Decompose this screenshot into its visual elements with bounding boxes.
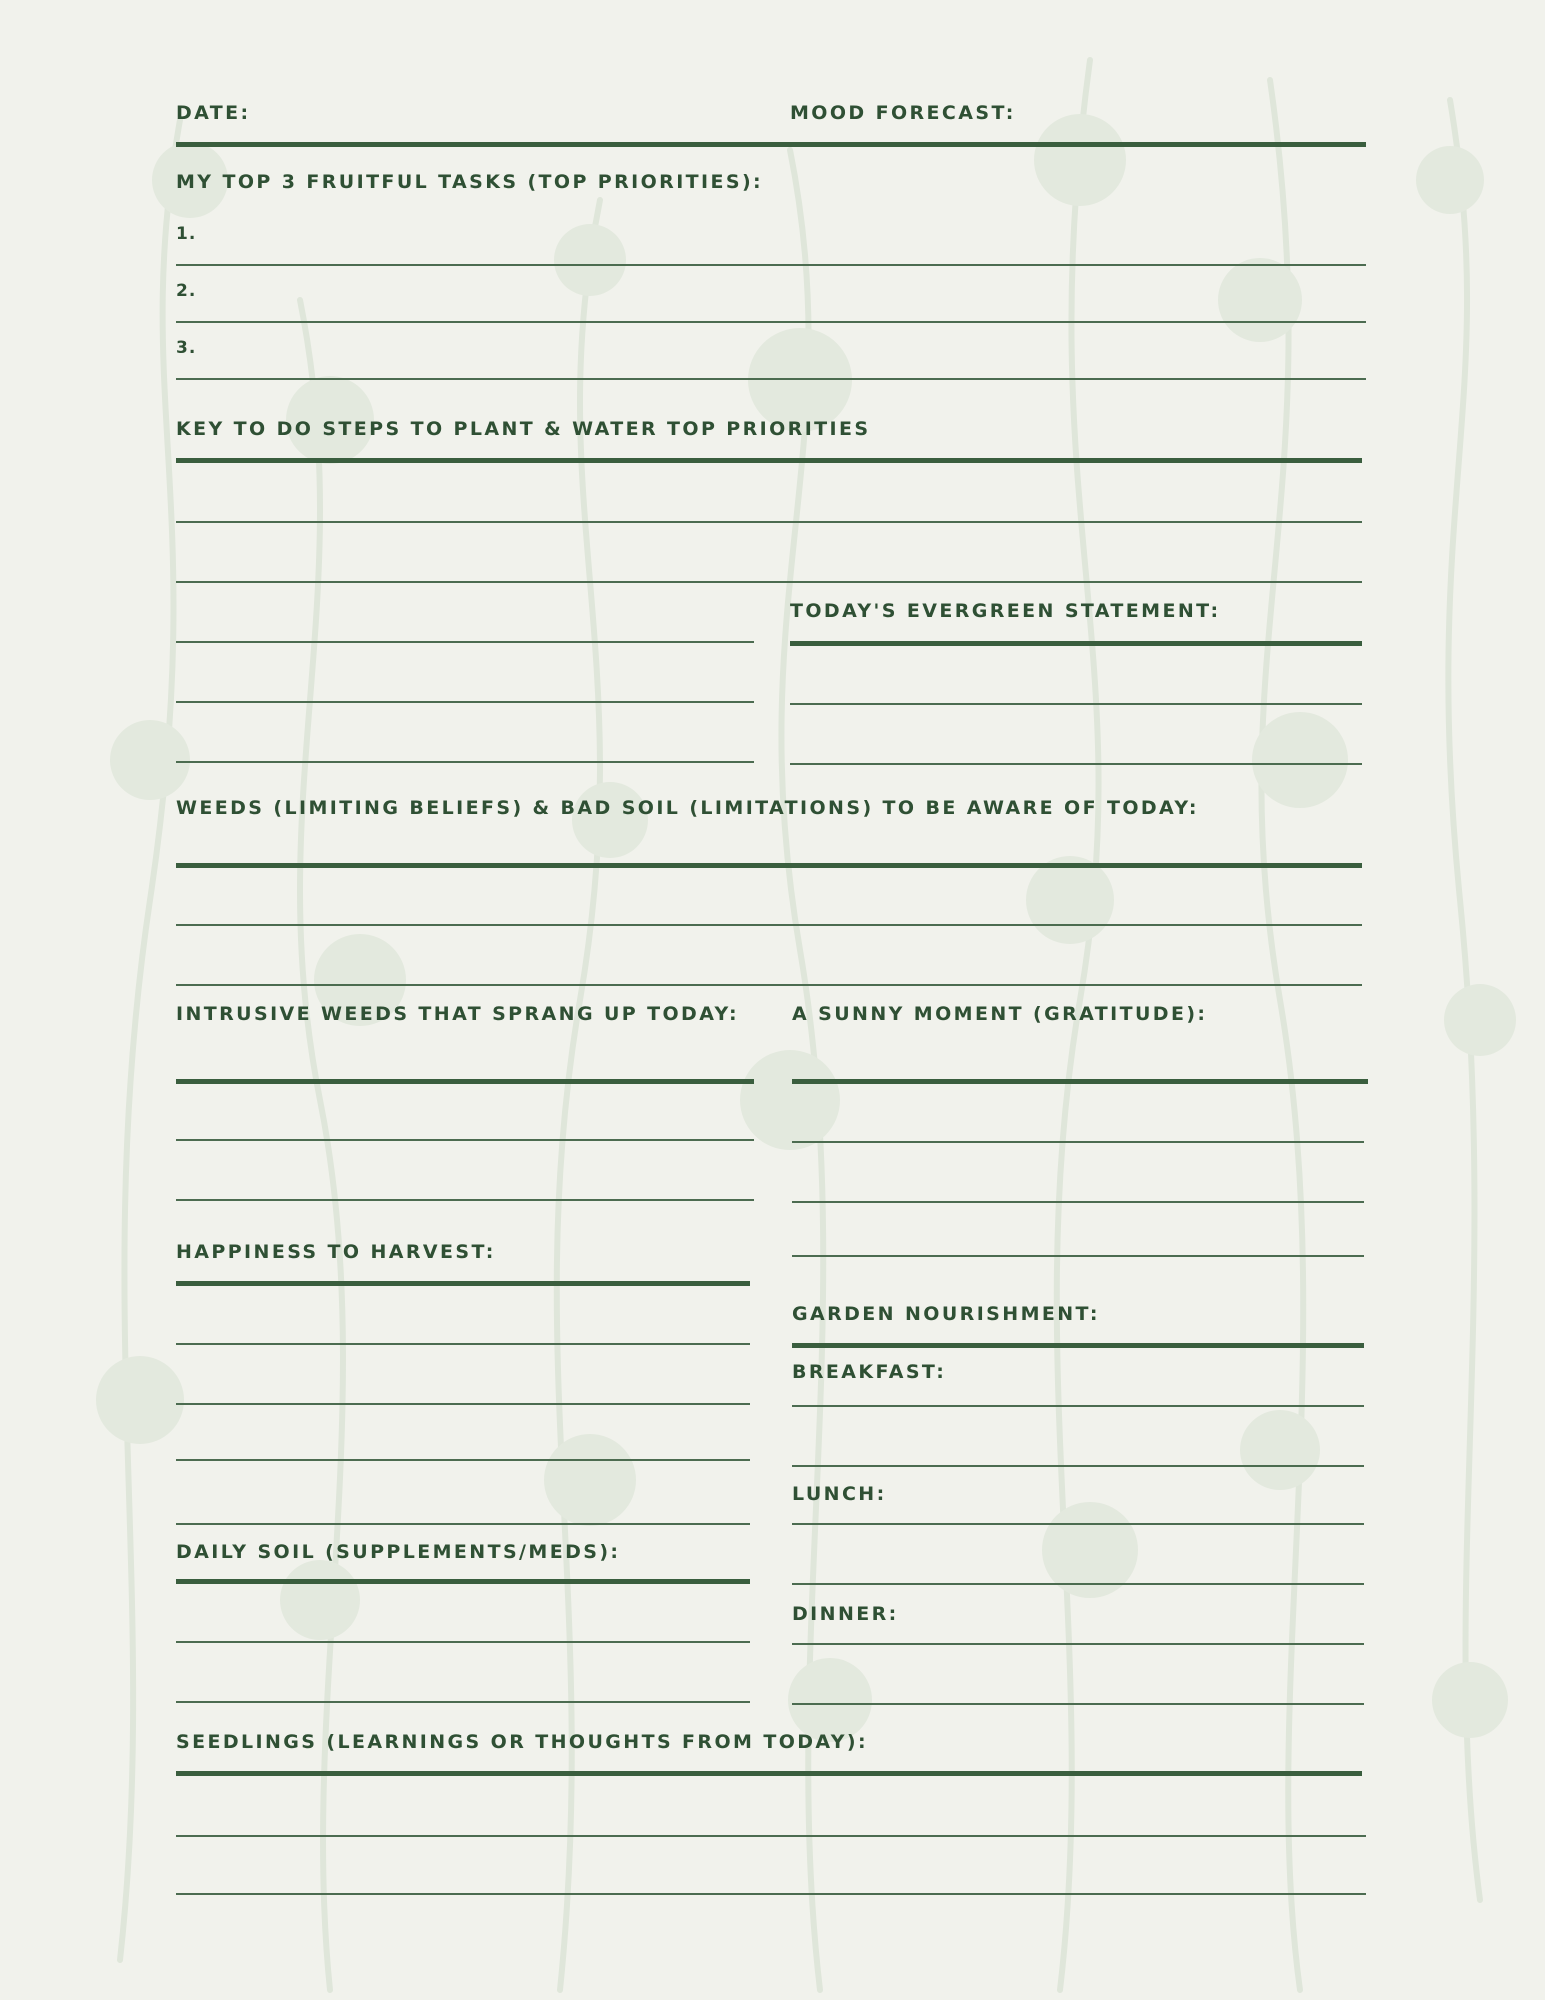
key-steps-line-1[interactable] (176, 521, 1362, 523)
date-label: DATE: (176, 102, 251, 124)
nourishment-rule (792, 1343, 1364, 1348)
sunny-line-3[interactable] (792, 1255, 1364, 1257)
task-line-1[interactable] (176, 264, 1366, 266)
seedlings-line-2[interactable] (176, 1893, 1366, 1895)
evergreen-title: TODAY'S EVERGREEN STATEMENT: (790, 600, 1221, 622)
tasks-title: MY TOP 3 FRUITFUL TASKS (TOP PRIORITIES): (176, 171, 764, 193)
weeds-line-1[interactable] (176, 924, 1362, 926)
sunny-line-1[interactable] (792, 1141, 1364, 1143)
sunny-line-2[interactable] (792, 1201, 1364, 1203)
task-number-2: 2. (176, 281, 197, 301)
seedlings-title: SEEDLINGS (LEARNINGS OR THOUGHTS FROM TODAY): (176, 1731, 868, 1753)
lunch-line-1[interactable] (792, 1523, 1364, 1525)
task-line-2[interactable] (176, 321, 1366, 323)
happiness-rule (176, 1281, 750, 1286)
weeds-line-2[interactable] (176, 984, 1362, 986)
mood-forecast-label: MOOD FORECAST: (790, 102, 1016, 124)
soil-line-1[interactable] (176, 1641, 750, 1643)
key-steps-line-4[interactable] (176, 701, 754, 703)
task-number-1: 1. (176, 224, 197, 244)
happiness-line-1[interactable] (176, 1343, 750, 1345)
key-steps-line-5[interactable] (176, 761, 754, 763)
evergreen-rule (790, 641, 1362, 646)
breakfast-line-2[interactable] (792, 1465, 1364, 1467)
soil-line-2[interactable] (176, 1701, 750, 1703)
seedlings-rule (176, 1771, 1362, 1776)
dinner-line-2[interactable] (792, 1703, 1364, 1705)
header-rule (176, 142, 1366, 147)
key-steps-line-3[interactable] (176, 641, 754, 643)
soil-title: DAILY SOIL (SUPPLEMENTS/MEDS): (176, 1541, 621, 1563)
lunch-line-2[interactable] (792, 1583, 1364, 1585)
nourishment-title: GARDEN NOURISHMENT: (792, 1303, 1100, 1325)
task-line-3[interactable] (176, 378, 1366, 380)
key-steps-title: KEY TO DO STEPS TO PLANT & WATER TOP PRIORITIES (176, 418, 871, 440)
lunch-label: LUNCH: (792, 1483, 887, 1505)
intrusive-rule (176, 1079, 754, 1084)
dinner-line-1[interactable] (792, 1643, 1364, 1645)
happiness-line-4[interactable] (176, 1523, 750, 1525)
seedlings-line-1[interactable] (176, 1835, 1366, 1837)
breakfast-label: BREAKFAST: (792, 1361, 947, 1383)
weeds-rule (176, 863, 1362, 868)
intrusive-title: INTRUSIVE WEEDS THAT SPRANG UP TODAY: (176, 1003, 739, 1025)
breakfast-line-1[interactable] (792, 1405, 1364, 1407)
sunny-rule (792, 1079, 1368, 1084)
evergreen-line-2[interactable] (790, 763, 1362, 765)
key-steps-rule (176, 458, 1362, 463)
happiness-title: HAPPINESS TO HARVEST: (176, 1241, 496, 1263)
dinner-label: DINNER: (792, 1603, 899, 1625)
happiness-line-2[interactable] (176, 1403, 750, 1405)
task-number-3: 3. (176, 338, 197, 358)
intrusive-line-1[interactable] (176, 1139, 754, 1141)
evergreen-line-1[interactable] (790, 703, 1362, 705)
soil-rule (176, 1579, 750, 1584)
sunny-title: A SUNNY MOMENT (GRATITUDE): (792, 1003, 1208, 1025)
weeds-title: WEEDS (LIMITING BELIEFS) & BAD SOIL (LIMITATIONS) TO BE AWARE OF TODAY: (176, 797, 1199, 819)
happiness-line-3[interactable] (176, 1459, 750, 1461)
intrusive-line-2[interactable] (176, 1199, 754, 1201)
key-steps-line-2[interactable] (176, 581, 1362, 583)
